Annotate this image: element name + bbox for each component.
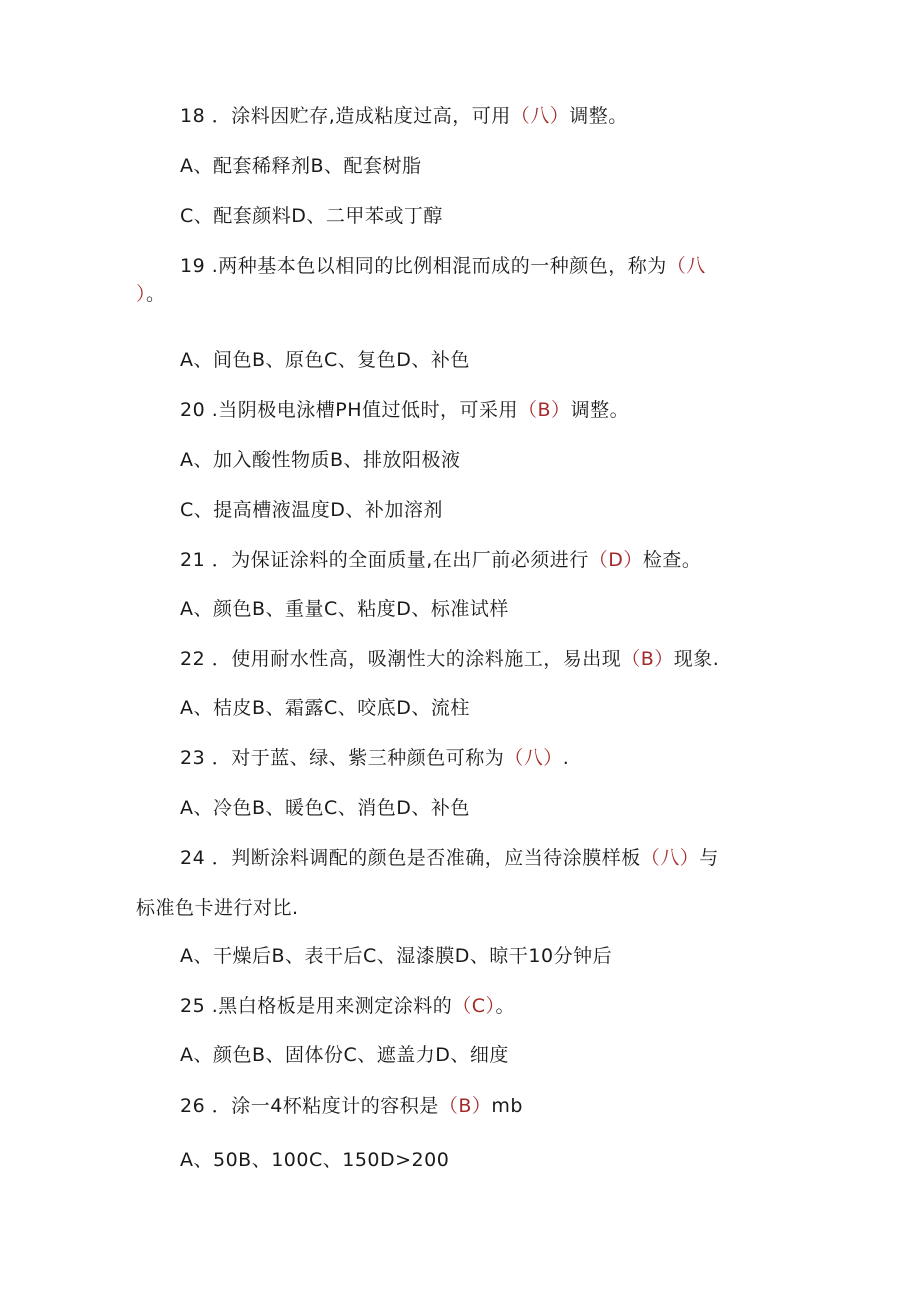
answer-21: （D） <box>588 549 643 571</box>
options-20-c: C、提高槽液温度D、补加溶剂 <box>180 499 443 521</box>
question-23: 23 ．对于蓝、绿、紫三种颜色可称为（八）. <box>180 747 570 769</box>
options-19-a: A、间色B、原色C、复色D、补色 <box>180 349 470 371</box>
question-19-continued: ）。 <box>136 283 166 305</box>
options-21-a: A、颜色B、重量C、粘度D、标准试样 <box>180 598 509 620</box>
question-18: 18 ．涂料因贮存,造成粘度过高，可用（八）调整。 <box>180 105 628 127</box>
options-24-a: A、干燥后B、表干后C、湿漆膜D、晾干10分钟后 <box>180 945 613 967</box>
options-26-a: A、50B、100C、150D>200 <box>180 1149 450 1171</box>
options-18-a: A、配套稀释剂B、配套树脂 <box>180 155 422 177</box>
question-25: 25 .黑白格板是用来测定涂料的（C）。 <box>180 995 516 1017</box>
options-25-a: A、颜色B、固体份C、遮盖力D、细度 <box>180 1044 509 1066</box>
options-23-a: A、冷色B、暖色C、消色D、补色 <box>180 797 470 819</box>
question-24-continued: 标准色卡进行对比. <box>136 897 299 919</box>
options-18-c: C、配套颜料D、二甲苯或丁醇 <box>180 205 443 227</box>
question-21: 21 ．为保证涂料的全面质量,在出厂前必须进行（D）检查。 <box>180 549 702 571</box>
question-19: 19 .两种基本色以相同的比例相混而成的一种颜色，称为（八 <box>180 255 706 277</box>
answer-24: （八） <box>640 847 700 869</box>
answer-19: （八 <box>666 255 706 277</box>
answer-20: （B） <box>518 399 571 421</box>
answer-26: （B） <box>438 1095 492 1117</box>
answer-25: （C） <box>452 995 496 1017</box>
answer-23: （八） <box>504 747 563 769</box>
options-22-a: A、桔皮B、霜露C、咬底D、流柱 <box>180 697 470 719</box>
question-22: 22 ．使用耐水性高，吸潮性大的涂料施工，易出现（B）现象. <box>180 648 720 670</box>
question-24: 24 ．判断涂料调配的颜色是否准确，应当待涂膜样板（八）与 <box>180 847 719 869</box>
answer-22: （B） <box>621 648 674 670</box>
answer-18: （八） <box>510 105 570 127</box>
options-20-a: A、加入酸性物质B、排放阳极液 <box>180 449 461 471</box>
question-20: 20 .当阴极电泳槽PH值过低时，可采用（B）调整。 <box>180 399 630 421</box>
question-26: 26 ．涂一4杯粘度计的容积是（B）mb <box>180 1095 523 1117</box>
